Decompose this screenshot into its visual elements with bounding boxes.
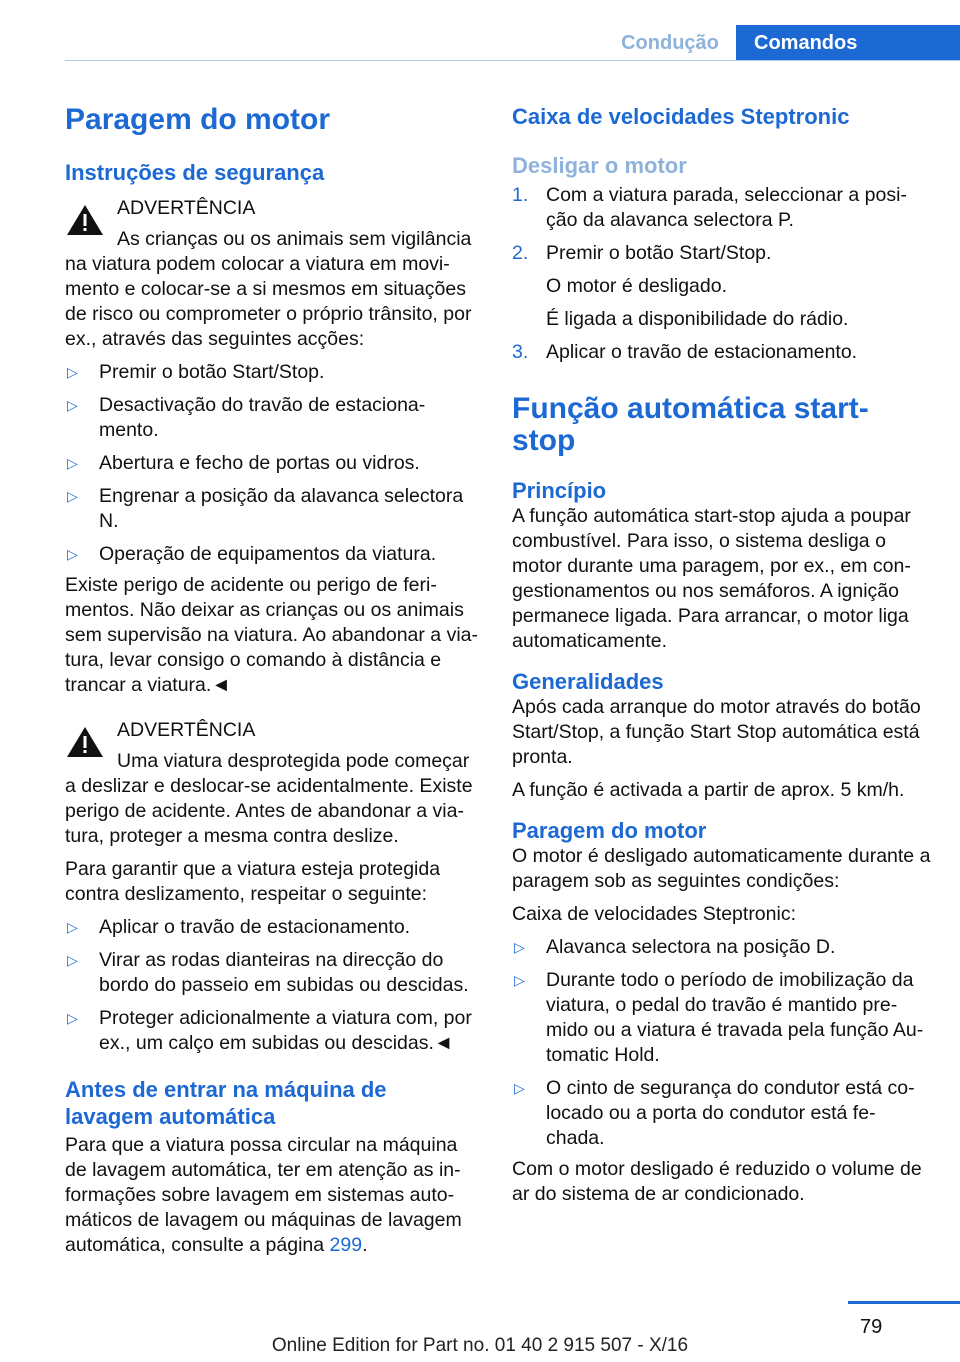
triangle-bullet-icon: ▷ [67, 488, 78, 504]
step-item: 2. Premir o botão Start/Stop. O motor é desligado. É ligada a disponibilidade do rádio. [512, 241, 932, 332]
list-item: ▷ Abertura e fecho de portas ou vidros. [67, 452, 420, 474]
triangle-bullet-icon: ▷ [67, 952, 78, 968]
general-heading: Generalidades [512, 669, 664, 694]
warning-label: ADVERTÊNCIA [117, 719, 256, 741]
stop-heading: Paragem do motor [512, 818, 707, 843]
step-result: É ligada a disponibilidade do rádio. [546, 308, 849, 330]
list-item: ▷ Desactivação do travão de estaciona-mento. [67, 394, 426, 441]
stop-conditions-list [512, 935, 932, 1151]
list-item: ▷ Aplicar o travão de estacionamento. [67, 916, 411, 938]
general-text: Após cada arranque do motor através do botão Start/Stop, a função Start Stop automática está pronta. [512, 696, 921, 768]
triangle-bullet-icon: ▷ [67, 546, 78, 562]
list-item: ▷ Proteger adicionalmente a viatura com, por ex., um calço em subidas ou descidas.◄ [67, 1007, 472, 1054]
step-item: 3. Aplicar o travão de estacionamento. [512, 341, 858, 363]
warning-block-2 [65, 718, 480, 1056]
triangle-bullet-icon: ▷ [67, 919, 78, 935]
page-number: 79 [860, 1316, 883, 1338]
principle-text: A função automática start-stop ajuda a poupar combustível. Para isso, o sistema desliga o motor durante uma paragem, por ex., em con-gestionamentos ou nos semáforos. A ignição permanece ligada. Para arrancar, o motor liga automaticamente. [512, 505, 911, 652]
warning-intro-first: Uma viatura desprotegida pode começar [117, 750, 470, 772]
safety-heading: Instruções de segurança [65, 160, 325, 185]
warning-intro-rest: a deslizar e deslocar-se acidentalmente. Existe perigo de acidente. Antes de abandonar a via-tura, proteger a mesma contra deslize. [65, 775, 473, 847]
steptronic-heading: Caixa de velocidades Steptronic [512, 104, 850, 129]
stop-subheading: Caixa de velocidades Steptronic: [512, 903, 796, 925]
list-item: ▷ Operação de equipamentos da viatura. [67, 543, 437, 565]
list-item: ▷ Durante todo o período de imobilização da viatura, o pedal do travão é mantido pre-mido ou a viatura é travada pela função Au-tomatic Hold. [514, 969, 924, 1066]
list-item: ▷ Virar as rodas dianteiras na direcção do bordo do passeio em subidas ou descidas. [67, 949, 469, 996]
carwash-heading: Antes de entrar na máquina de lavagem automática [65, 1077, 387, 1129]
warning-intro-rest: na viatura podem colocar a viatura em movi-mento e colocar-se a si mesmos em situações de risco ou comprometer o próprio trânsito, por ex., através das seguintes acções: [65, 253, 472, 350]
triangle-bullet-icon: ▷ [514, 939, 525, 955]
footer-accent-line [848, 1301, 960, 1304]
warning-intro-first: As crianças ou os animais sem vigilância [117, 228, 472, 250]
page-link-299[interactable]: 299 [329, 1234, 363, 1256]
switch-off-steps [512, 183, 932, 365]
general-text: A função é activada a partir de aprox. 5 km/h. [512, 779, 905, 801]
warning-triangle-icon [65, 202, 105, 238]
warning-outro: Existe perigo de acidente ou perigo de feri-mentos. Não deixar as crianças ou os animais sem supervisão na viatura. Ao abandonar a via-tura, levar consigo o comando à distância e trancar a viatura.◄ [65, 574, 478, 696]
right-column [512, 98, 932, 1207]
tab-conducao[interactable]: Condução [621, 32, 719, 54]
tab-comandos[interactable]: Comandos [736, 25, 960, 61]
section-title: Paragem do motor [65, 103, 331, 136]
warning-list-1 [65, 360, 480, 567]
list-item: ▷ Alavanca selectora na posição D. [514, 936, 836, 958]
warning-list-2 [65, 915, 480, 1056]
header-divider [65, 60, 960, 61]
triangle-bullet-icon: ▷ [514, 1080, 525, 1096]
step-result: O motor é desligado. [546, 275, 728, 297]
triangle-bullet-icon: ▷ [67, 364, 78, 380]
warning-label: ADVERTÊNCIA [117, 197, 256, 219]
list-item: ▷ Engrenar a posição da alavanca selectora N. [67, 485, 464, 532]
triangle-bullet-icon: ▷ [67, 1010, 78, 1026]
switch-off-heading: Desligar o motor [512, 153, 687, 178]
warning-triangle-icon [65, 724, 105, 760]
stop-text: O motor é desligado automaticamente durante a paragem sob as seguintes condições: [512, 845, 931, 892]
autostop-title: Função automática start-stop [512, 392, 869, 457]
triangle-bullet-icon: ▷ [514, 972, 525, 988]
stop-outro: Com o motor desligado é reduzido o volume de ar do sistema de ar condicionado. [512, 1158, 922, 1205]
principle-heading: Princípio [512, 478, 607, 503]
triangle-bullet-icon: ▷ [67, 455, 78, 471]
edition-footer: Online Edition for Part no. 01 40 2 915 507 - X/16 [271, 1335, 689, 1356]
step-item: 1. Com a viatura parada, seleccionar a posi-ção da alavanca selectora P. [512, 184, 907, 231]
left-column [65, 98, 480, 1258]
list-item: ▷ O cinto de segurança do condutor está co-locado ou a porta do condutor está fe-chada. [514, 1077, 915, 1149]
warning-paragraph: Para garantir que a viatura esteja protegida contra deslizamento, respeitar o seguinte: [65, 858, 441, 905]
list-item: ▷ Premir o botão Start/Stop. [67, 361, 325, 383]
carwash-text: Para que a viatura possa circular na máquina de lavagem automática, ter em atenção as in-formações sobre lavagem em sistemas auto-máticos de lavagem ou máquinas de lavagem automática, consulte a página 299. [65, 1134, 462, 1256]
warning-block-1 [65, 196, 480, 698]
triangle-bullet-icon: ▷ [67, 397, 78, 413]
